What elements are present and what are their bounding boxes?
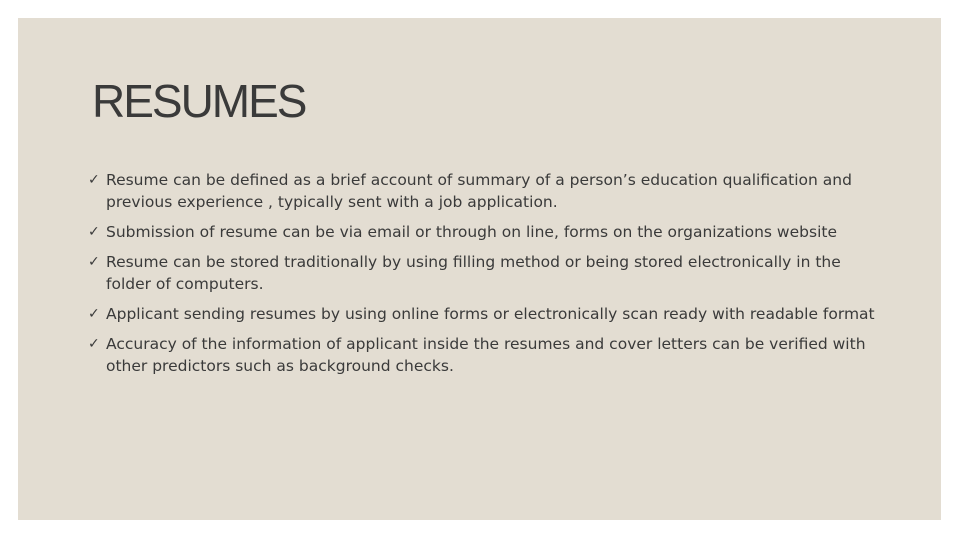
bullet-text: Accuracy of the information of applicant inside the resumes and cover letters can be verified with other predictors such as background checks. xyxy=(106,335,866,375)
bullet-text: Resume can be defined as a brief account of summary of a person’s education qualification and previous experience , typically sent with a job application. xyxy=(106,171,852,211)
bullet-item xyxy=(88,333,888,377)
bullet-text: Submission of resume can be via email or through on line, forms on the organizations website xyxy=(106,223,837,241)
bullet-text: Resume can be stored traditionally by using filling method or being stored electronically in the folder of computers. xyxy=(106,253,841,293)
check-icon: ✓ xyxy=(88,224,100,240)
slide xyxy=(18,18,941,520)
bullet-item xyxy=(88,169,888,213)
check-icon: ✓ xyxy=(88,306,100,322)
bullet-list xyxy=(88,169,888,385)
check-icon: ✓ xyxy=(88,172,100,188)
bullet-text: Applicant sending resumes by using online forms or electronically scan ready with readable format xyxy=(106,305,875,323)
bullet-item xyxy=(88,303,888,325)
slide-title: RESUMES xyxy=(92,75,306,127)
bullet-item xyxy=(88,221,888,243)
bullet-item xyxy=(88,251,888,295)
check-icon: ✓ xyxy=(88,254,100,270)
check-icon: ✓ xyxy=(88,336,100,352)
